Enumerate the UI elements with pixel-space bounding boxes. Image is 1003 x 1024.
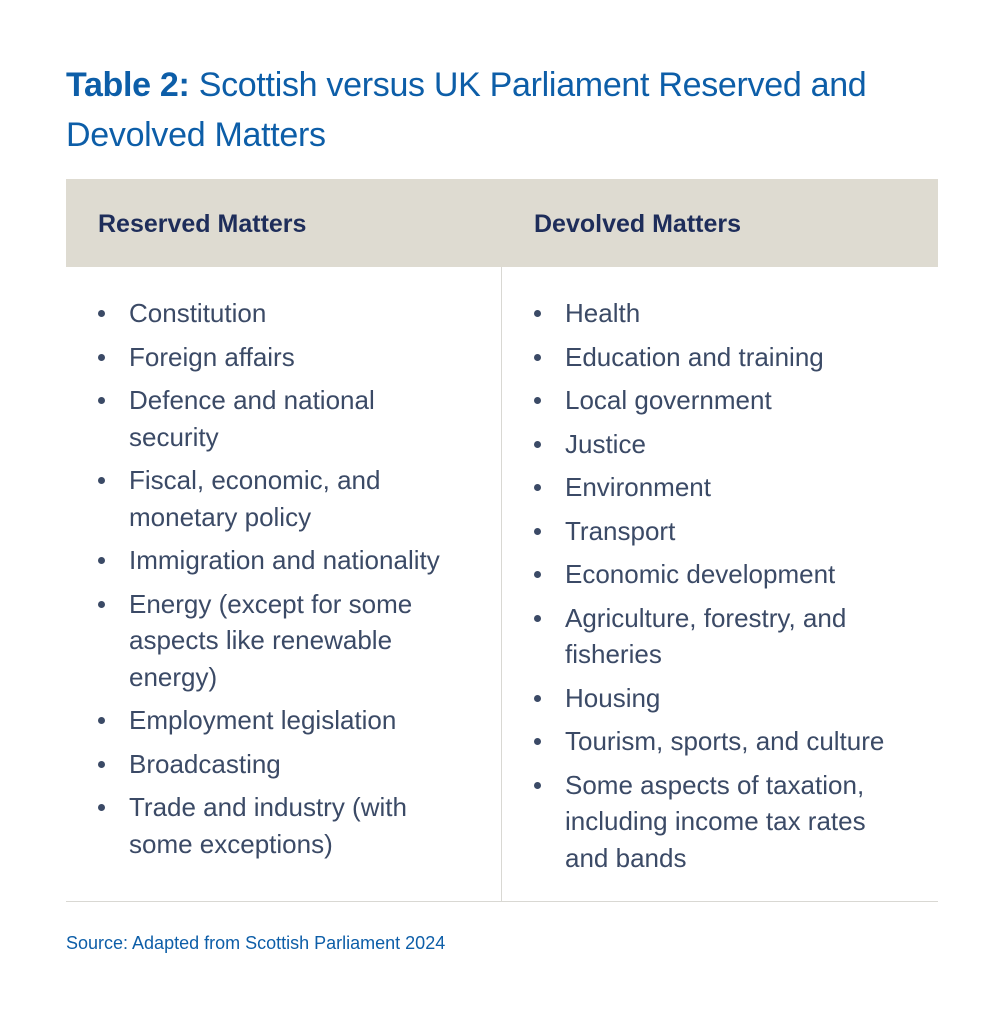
column-header-devolved: Devolved Matters: [534, 210, 742, 238]
list-item: Economic development: [532, 556, 892, 593]
list-item: Some aspects of taxation, including income tax rates and bands: [532, 767, 892, 877]
list-item: Employment legislation: [96, 702, 456, 739]
list-item: Immigration and nationality: [96, 542, 456, 579]
matters-table: [66, 179, 938, 902]
table-bottom-rule: [66, 901, 938, 902]
list-item: Transport: [532, 513, 892, 550]
column-header-reserved: Reserved Matters: [98, 210, 307, 238]
table-number: Table 2:: [66, 66, 190, 104]
list-item: Housing: [532, 680, 892, 717]
table-header-row: [66, 179, 938, 267]
list-item: Fiscal, economic, and monetary policy: [96, 462, 456, 535]
list-item: Agriculture, forestry, and fisheries: [532, 600, 892, 673]
list-item: Broadcasting: [96, 746, 456, 783]
table-caption: Scottish versus UK Parliament Reserved and Devolved Matters: [66, 66, 867, 154]
list-item: Foreign affairs: [96, 339, 456, 376]
list-item: Education and training: [532, 339, 892, 376]
column-divider: [501, 267, 502, 902]
reserved-matters-list: [96, 295, 456, 869]
table-title: [66, 60, 946, 160]
source-note: Source: Adapted from Scottish Parliament 2024: [66, 933, 446, 953]
list-item: Energy (except for some aspects like renewable energy): [96, 586, 456, 696]
list-item: Health: [532, 295, 892, 332]
list-item: Environment: [532, 469, 892, 506]
list-item: Defence and national security: [96, 382, 456, 455]
list-item: Local government: [532, 382, 892, 419]
devolved-matters-list: [532, 295, 892, 883]
list-item: Constitution: [96, 295, 456, 332]
list-item: Tourism, sports, and culture: [532, 723, 892, 760]
list-item: Trade and industry (with some exceptions): [96, 789, 456, 862]
list-item: Justice: [532, 426, 892, 463]
